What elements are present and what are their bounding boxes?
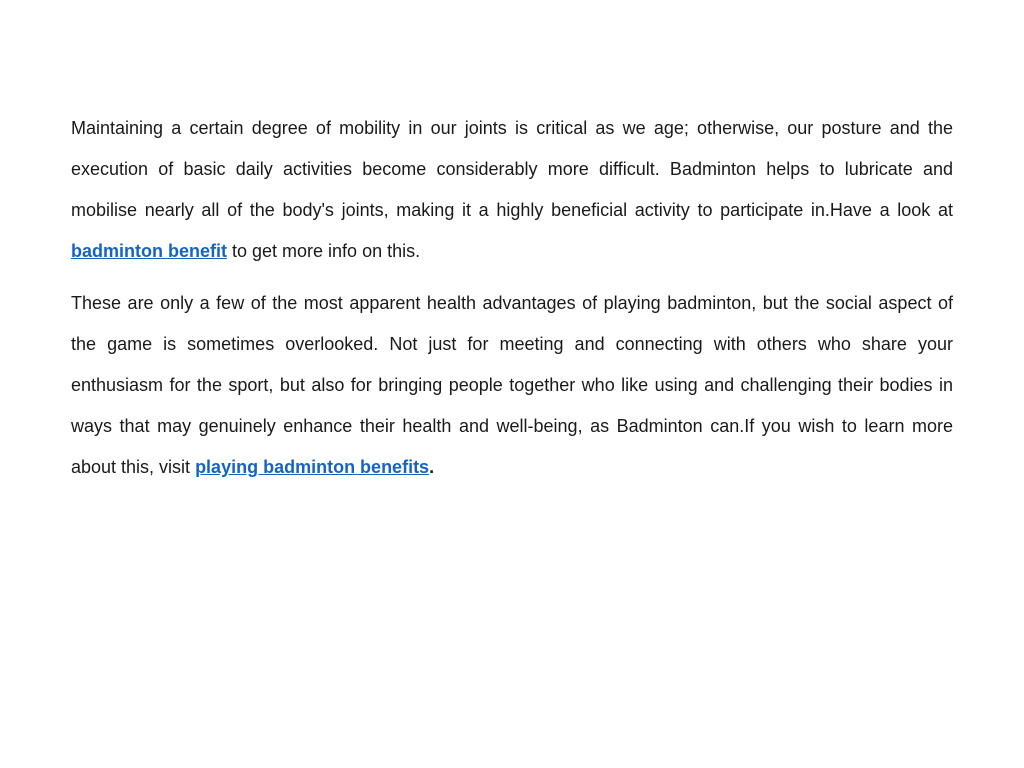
badminton-benefit-link[interactable]: badminton benefit <box>71 241 227 261</box>
paragraph-2-trailing-text: . <box>429 457 435 477</box>
playing-badminton-benefits-link[interactable]: playing badminton benefits <box>195 457 430 477</box>
paragraph-2-text: These are only a few of the most apparent health advantages of playing badminton, but the social aspect of the game is sometimes overlooked. Not just for meeting and connecting with others who share your enthusiasm for the sport, but also for bringing people together who like using and challenging their bodies in ways that may genuinely enhance their health and well-being, as Badminton can.If you wish to learn more about this, visit <box>71 293 953 477</box>
paragraph-1-trailing-text: to get more info on this. <box>227 241 421 261</box>
paragraph-1-text: Maintaining a certain degree of mobility in our joints is critical as we age; otherwise, our posture and the execution of basic daily activities become considerably more difficult. Badminton helps to lubricate and mobilise nearly all of the body's joints, making it a highly beneficial activity to participate in.Have a look at <box>71 118 953 220</box>
paragraph-social-aspect <box>71 283 953 488</box>
body-text <box>71 108 953 499</box>
paragraph-joint-mobility <box>71 108 953 272</box>
